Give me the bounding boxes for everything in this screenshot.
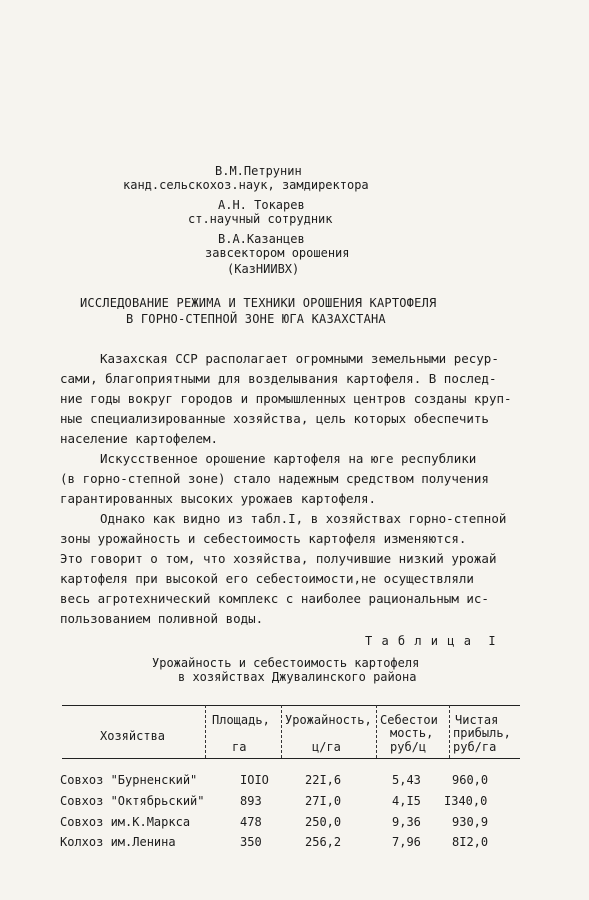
author-title: ст.научный сотрудник: [188, 212, 333, 226]
table-header-cost-2: мость,: [390, 726, 434, 740]
table-column-divider: [205, 705, 206, 758]
table-cell-yield: 27I,0: [305, 794, 342, 808]
table-cell-farm: Совхоз им.К.Маркса: [60, 815, 191, 829]
table-header-profit-unit: руб/га: [453, 740, 497, 754]
table-header-yield: Урожайность,: [285, 713, 372, 727]
table-header-rule: [62, 758, 520, 759]
table-cell-area: 350: [240, 835, 262, 849]
table-cell-farm: Колхоз им.Ленина: [60, 835, 176, 849]
body-line: ние годы вокруг городов и промышленных центров созданы круп-: [60, 391, 512, 406]
table-cell-profit: 960,0: [452, 773, 489, 787]
table-cell-cost: 5,43: [392, 773, 421, 787]
body-line: (в горно-степной зоне) стало надежным средством получения: [60, 471, 489, 486]
table-header-area-unit: га: [232, 740, 247, 754]
table-label: Т а б л и ц а I: [365, 634, 497, 648]
table-column-divider: [281, 705, 282, 758]
table-cell-profit: 8I2,0: [452, 835, 489, 849]
body-line: Искусственное орошение картофеля на юге республики: [100, 451, 477, 466]
table-cell-farm: Совхоз "Октябрьский": [60, 794, 205, 808]
body-line: зоны урожайность и себестоимость картофеля изменяются.: [60, 531, 467, 546]
body-line: население картофелем.: [60, 431, 219, 446]
table-cell-cost: 4,I5: [392, 794, 421, 808]
table-cell-area: IOIO: [240, 773, 269, 787]
table-header-cost: Себестои: [380, 713, 438, 727]
table-cell-area: 478: [240, 815, 262, 829]
body-line: ные специализированные хозяйства, цель которых обеспечить: [60, 411, 489, 426]
body-line: картофеля при высокой его себестоимости,не осуществляли: [60, 571, 474, 586]
table-column-divider: [449, 705, 450, 758]
table-header-yield-unit: ц/га: [312, 740, 341, 754]
table-header-profit-2: прибыль,: [453, 726, 511, 740]
author-title: канд.сельскохоз.наук, замдиректора: [123, 178, 369, 192]
body-line: Это говорит о том, что хозяйства, получившие низкий урожай: [60, 551, 497, 566]
table-cell-yield: 256,2: [305, 835, 342, 849]
table-cell-profit: I340,0: [444, 794, 488, 808]
table-cell-profit: 930,9: [452, 815, 489, 829]
article-title-line: В ГОРНО-СТЕПНОЙ ЗОНЕ ЮГА КАЗАХСТАНА: [126, 312, 386, 326]
table-caption-line: Урожайность и себестоимость картофеля: [152, 656, 420, 670]
author-name: В.М.Петрунин: [215, 164, 302, 178]
table-caption-line: в хозяйствах Джувалинского района: [178, 670, 417, 684]
body-line: пользованием поливной воды.: [60, 611, 264, 626]
table-header-profit: Чистая: [455, 713, 499, 727]
table-header-farm: Хозяйства: [100, 729, 166, 743]
body-line: весь агротехнический комплекс с наиболее рациональным ис-: [60, 591, 489, 606]
body-line: Однако как видно из табл.I, в хозяйствах горно-степной: [100, 511, 507, 526]
table-header-cost-unit: руб/ц: [390, 740, 427, 754]
author-title: завсектором орошения: [205, 246, 350, 260]
body-line: гарантированных высоких урожаев картофеля.: [60, 491, 377, 506]
author-name: А.Н. Токарев: [218, 198, 305, 212]
table-header-area: Площадь,: [212, 713, 270, 727]
article-title-line: ИССЛЕДОВАНИЕ РЕЖИМА И ТЕХНИКИ ОРОШЕНИЯ КАРТОФЕЛЯ: [80, 296, 437, 310]
body-line: Казахская ССР располагает огромными земельными ресур-: [100, 351, 499, 366]
institution: (КазНИИВХ): [227, 262, 300, 276]
body-line: сами, благоприятными для возделывания картофеля. В послед-: [60, 371, 497, 386]
table-column-divider: [376, 705, 377, 758]
table-top-rule: [62, 705, 520, 706]
table-cell-yield: 250,0: [305, 815, 342, 829]
author-name: В.А.Казанцев: [218, 232, 305, 246]
table-cell-cost: 7,96: [392, 835, 421, 849]
table-cell-yield: 22I,6: [305, 773, 342, 787]
table-cell-farm: Совхоз "Бурненский": [60, 773, 198, 787]
table-cell-area: 893: [240, 794, 262, 808]
table-cell-cost: 9,36: [392, 815, 421, 829]
